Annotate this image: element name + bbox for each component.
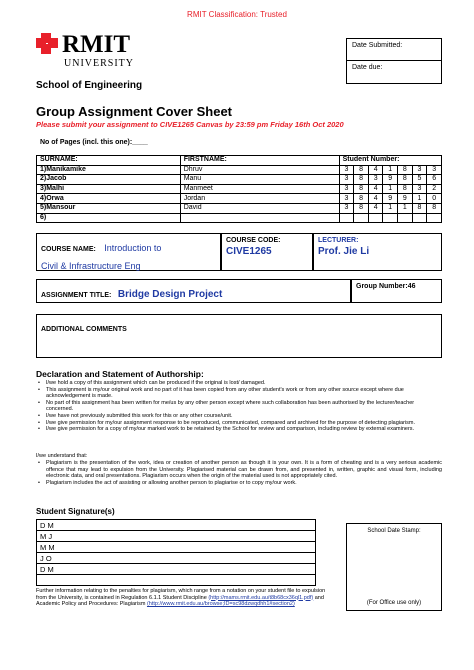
student-number-digit[interactable]: 3 (339, 165, 354, 175)
signature-cell[interactable]: D M (37, 564, 316, 575)
date-box (346, 38, 442, 84)
footer-text: Further information relating to the penalties for plagiarism, which range from a notation on your student file to expulsion from the University, is contained in Regulation 6.1.1 Student Discipline (36, 588, 326, 601)
table-row (37, 175, 442, 185)
date-submitted-field[interactable]: Date Submitted: (347, 39, 441, 61)
signature-row (37, 542, 316, 553)
stamp-footer: (For Office use only) (366, 600, 422, 606)
firstname-cell[interactable]: Dhruv (180, 165, 339, 175)
plagiarism-item: • Plagiarism includes the act of assisting or allowing another person to plagiarise or to copy my/our work. (36, 480, 442, 487)
plagiarism-item: • Plagiarism is the presentation of the work, idea or creation of another person as though it is your own. It is a form of cheating and is a very serious academic offence that may lead to expulsion from the University. Plagiarised material can be drawn from, and presented in, written, graphic and visual form, including electronic data, and oral presentations. Plagiarism occurs when the origin of the material used is not appropriately cited. (36, 460, 442, 480)
signature-row (37, 553, 316, 564)
course-name-label: COURSE NAME: (41, 246, 96, 253)
student-number-digit[interactable]: 8 (354, 194, 369, 204)
firstname-cell[interactable] (180, 213, 339, 223)
student-number-digit[interactable] (339, 213, 354, 223)
signature-row (37, 564, 316, 575)
student-number-digit[interactable]: 8 (354, 175, 369, 185)
surname-cell[interactable]: 6) (37, 213, 181, 223)
signature-row (37, 575, 316, 586)
student-number-digit[interactable]: 8 (398, 175, 413, 185)
student-number-digit[interactable] (398, 213, 413, 223)
student-number-digit[interactable]: 8 (354, 203, 369, 213)
additional-comments-label: ADDITIONAL COMMENTS (41, 326, 127, 333)
firstname-cell[interactable]: Manu (180, 175, 339, 185)
stamp-header: School Date Stamp: (367, 528, 421, 534)
signatures-table (36, 519, 316, 586)
student-number-digit[interactable]: 3 (427, 165, 442, 175)
policy-link[interactable]: (http://www.rmit.edu.au/browse;ID=sc98dzwqdhh1#section2) (146, 601, 295, 608)
footer-mid: and Academic Policy and Procedures: Plagiarism (36, 594, 324, 608)
surname-cell[interactable]: 1)Manikamike (37, 165, 181, 175)
student-number-digit[interactable]: 8 (354, 165, 369, 175)
student-number-digit[interactable] (368, 213, 383, 223)
table-row (37, 184, 442, 194)
student-number-digit[interactable]: 1 (398, 203, 413, 213)
firstname-header: FIRSTNAME: (180, 156, 339, 166)
declaration-text (36, 380, 442, 433)
student-number-digit[interactable] (412, 213, 427, 223)
svg-text:RMIT: RMIT (62, 31, 131, 58)
student-number-digit[interactable]: 4 (368, 194, 383, 204)
submission-instructions: Please submit your assignment to CIVE1265 Canvas by 23:59 pm Friday 16th Oct 2020 (36, 120, 344, 129)
course-code-box (221, 233, 313, 271)
table-header-row (37, 156, 442, 166)
student-number-digit[interactable]: 5 (412, 175, 427, 185)
student-number-digit[interactable]: 1 (383, 203, 398, 213)
course-name-box (36, 233, 221, 271)
pages-field[interactable]: No of Pages (incl. this one):____ (40, 139, 148, 146)
signatures-title: Student Signature(s) (36, 507, 115, 516)
course-code-label: COURSE CODE: (226, 237, 281, 244)
signature-row (37, 520, 316, 531)
student-number-digit[interactable]: 4 (368, 184, 383, 194)
classification-label: RMIT Classification: Trusted (187, 10, 287, 19)
student-number-digit[interactable]: 8 (412, 203, 427, 213)
table-row (37, 213, 442, 223)
table-row (37, 194, 442, 204)
rmit-logo (36, 30, 166, 78)
plagiarism-text (36, 460, 442, 486)
lecturer-value[interactable]: Prof. Jie Li (318, 246, 370, 257)
student-number-digit[interactable]: 0 (427, 194, 442, 204)
declaration-item: • I/we give permission for my/our assignment response to be reproduced, communicated, compared and archived for the purpose of detecting plagiarism. (36, 420, 442, 427)
firstname-cell[interactable]: David (180, 203, 339, 213)
student-number-digit[interactable]: 3 (339, 184, 354, 194)
declaration-item: • I/we hold a copy of this assignment which can be produced if the original is lost/ damaged. (36, 380, 442, 387)
student-names-table (36, 155, 442, 223)
lecturer-box (313, 233, 442, 271)
declaration-item: • This assignment is my/our original work and no part of it has been copied from any other student's work or from any other source except where due acknowledgement is made. (36, 387, 442, 400)
course-name-value-2[interactable]: Civil & Infrastructure Eng (41, 261, 141, 271)
assignment-title-label: ASSIGNMENT TITLE: (41, 292, 112, 299)
student-number-digit[interactable]: 8 (354, 184, 369, 194)
date-due-field[interactable]: Date due: (352, 64, 383, 71)
student-number-digit[interactable]: 9 (383, 194, 398, 204)
student-number-digit[interactable]: 9 (398, 194, 413, 204)
student-number-digit[interactable] (427, 213, 442, 223)
student-number-digit[interactable]: 3 (339, 175, 354, 185)
regulation-link[interactable]: (http://mams.rmit.edu.au/t8b68cx36ql1.pdf) (208, 594, 314, 601)
surname-cell[interactable]: 2)Jacob (37, 175, 181, 185)
student-number-digit[interactable]: 1 (383, 184, 398, 194)
surname-cell[interactable]: 5)Mansour (37, 203, 181, 213)
page-title: Group Assignment Cover Sheet (36, 104, 232, 119)
student-number-digit[interactable]: 4 (368, 165, 383, 175)
student-number-digit[interactable]: 8 (398, 165, 413, 175)
student-number-digit[interactable]: 2 (427, 184, 442, 194)
student-number-digit[interactable] (354, 213, 369, 223)
assignment-title-box (36, 279, 351, 303)
student-number-digit[interactable]: 3 (412, 165, 427, 175)
student-number-digit[interactable]: 8 (398, 184, 413, 194)
declaration-item: • I/we give permission for a copy of my/our marked work to be retained by the School for review and comparison, including review by external examiners. (36, 426, 442, 433)
student-number-digit[interactable]: 3 (339, 194, 354, 204)
signature-cell[interactable]: J O (37, 553, 316, 564)
student-number-digit[interactable]: 3 (339, 203, 354, 213)
understand-label: I/we understand that: (36, 453, 88, 459)
student-number-header: Student Number: (339, 156, 441, 166)
signature-cell[interactable]: M M (37, 542, 316, 553)
student-number-digit[interactable]: 9 (383, 175, 398, 185)
group-number-field[interactable]: Group Number:46 (351, 279, 442, 303)
declaration-title: Declaration and Statement of Authorship: (36, 369, 204, 379)
course-code-value[interactable]: CIVE1265 (226, 246, 272, 257)
rmit-logo-icon (36, 30, 166, 78)
surname-cell[interactable]: 3)Malhi (37, 184, 181, 194)
signature-row (37, 531, 316, 542)
student-number-digit[interactable]: 3 (368, 175, 383, 185)
student-number-digit[interactable]: 1 (412, 194, 427, 204)
footer-note (36, 588, 336, 608)
table-row (37, 165, 442, 175)
student-number-digit[interactable] (383, 213, 398, 223)
student-number-digit[interactable]: 1 (383, 165, 398, 175)
student-number-digit[interactable]: 3 (412, 184, 427, 194)
signature-cell[interactable]: M J (37, 531, 316, 542)
firstname-cell[interactable]: Jordan (180, 194, 339, 204)
signature-cell[interactable]: D M (37, 520, 316, 531)
table-row (37, 203, 442, 213)
surname-header: SURNAME: (37, 156, 181, 166)
svg-text:UNIVERSITY: UNIVERSITY (64, 58, 134, 69)
firstname-cell[interactable]: Manmeet (180, 184, 339, 194)
course-name-value-1[interactable]: Introduction to (104, 243, 162, 253)
declaration-item: • I/we have not previously submitted this work for this or any other course/unit. (36, 413, 442, 420)
surname-cell[interactable]: 4)Orwa (37, 194, 181, 204)
school-date-stamp-box (346, 523, 442, 611)
signature-cell[interactable] (37, 575, 316, 586)
school-name: School of Engineering (36, 80, 143, 91)
student-number-digit[interactable]: 4 (368, 203, 383, 213)
student-number-digit[interactable]: 8 (427, 203, 442, 213)
declaration-item: • No part of this assignment has been written for me/us by any other person except where such collaboration has been authorised by the lecturer/teacher concerned. (36, 400, 442, 413)
additional-comments-box[interactable] (36, 314, 442, 358)
assignment-title-value[interactable]: Bridge Design Project (117, 289, 223, 300)
lecturer-label: LECTURER: (318, 237, 359, 244)
student-number-digit[interactable]: 6 (427, 175, 442, 185)
